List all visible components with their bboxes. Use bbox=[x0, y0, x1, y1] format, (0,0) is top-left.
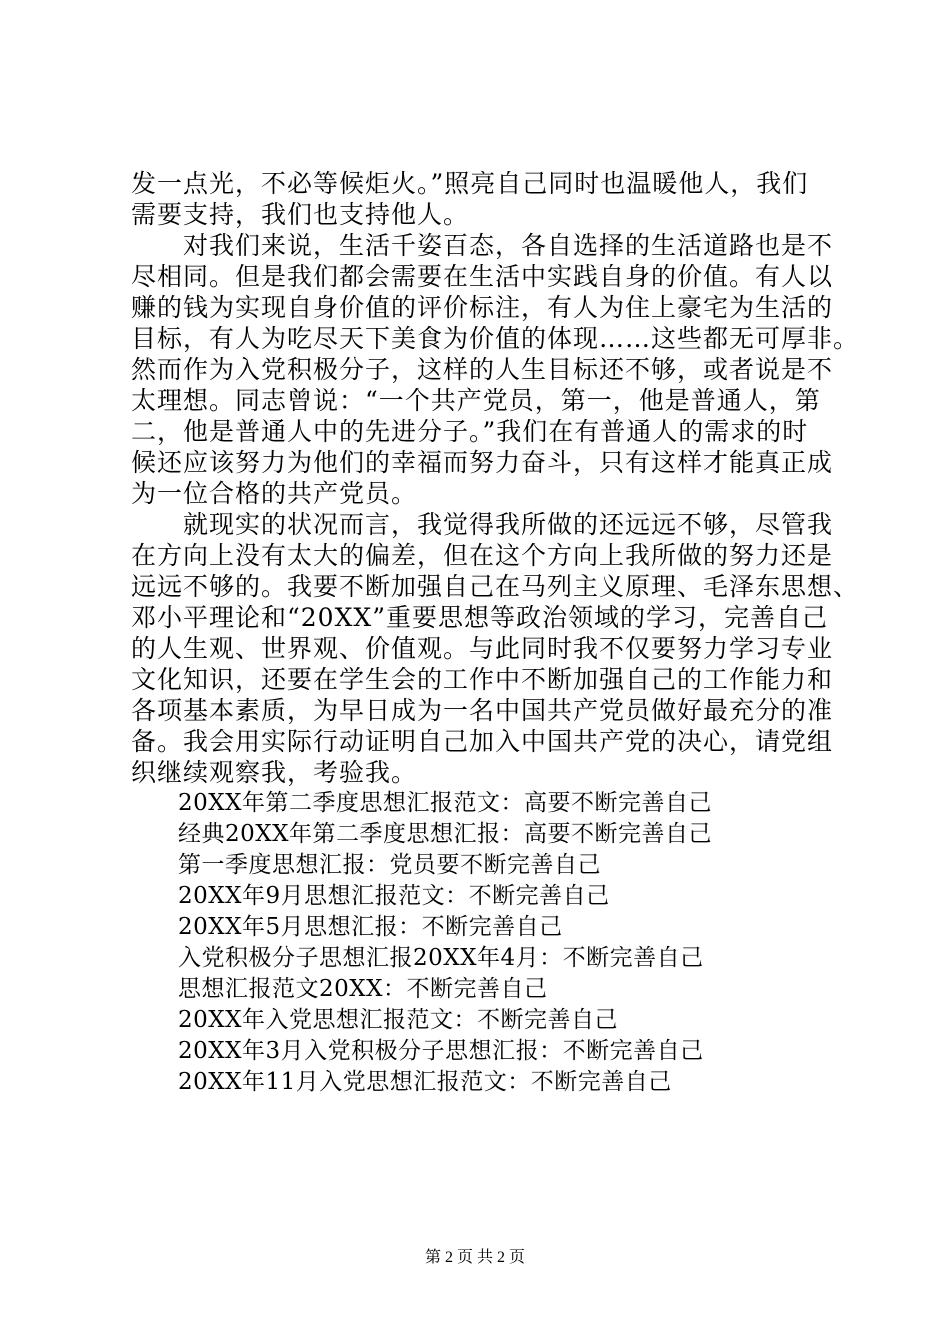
text-line: 尽相同。但是我们都会需要在生活中实践自身的价值。有人以 bbox=[131, 262, 834, 291]
text-line: 需要支持，我们也支持他人。 bbox=[131, 200, 470, 229]
text-line: 对我们来说，生活千姿百态，各自选择的生活道路也是不 bbox=[183, 231, 834, 260]
text-line: 发一点光，不必等候炬火。”照亮自己同时也温暖他人，我们 bbox=[131, 169, 809, 198]
related-article-link[interactable]: 20XX年入党思想汇报范文：不断完善自己 bbox=[178, 1007, 619, 1033]
text-line: 备。我会用实际行动证明自己加入中国共产党的决心，请党组 bbox=[131, 727, 834, 756]
text-line: 远远不够的。我要不断加强自己在马列主义原理、毛泽东思想、 bbox=[131, 572, 860, 601]
text-line: 赚的钱为实现自身价值的评价标注，有人为住上豪宅为生活的 bbox=[131, 293, 834, 322]
body-text bbox=[131, 168, 860, 788]
related-article-link[interactable]: 20XX年5月思想汇报：不断完善自己 bbox=[178, 914, 563, 940]
related-article-link[interactable]: 20XX年3月入党积极分子思想汇报：不断完善自己 bbox=[178, 1038, 704, 1064]
text-line: 各项基本素质，为早日成为一名中国共产党员做好最充分的准 bbox=[131, 696, 834, 725]
related-article-link[interactable]: 20XX年9月思想汇报范文：不断完善自己 bbox=[178, 883, 610, 909]
text-line: 在方向上没有太大的偏差，但在这个方向上我所做的努力还是 bbox=[131, 541, 834, 570]
text-line: 然而作为入党积极分子，这样的人生目标还不够，或者说是不 bbox=[131, 355, 834, 384]
page-number-footer: 第 2 页 共 2 页 bbox=[424, 1249, 525, 1266]
text-line: 二，他是普通人中的先进分子。”我们在有普通人的需求的时 bbox=[131, 417, 809, 446]
related-article-link[interactable]: 入党积极分子思想汇报20XX年4月：不断完善自己 bbox=[178, 945, 704, 971]
text-line: 为一位合格的共产党员。 bbox=[131, 479, 418, 508]
text-line: 的人生观、世界观、价值观。与此同时我不仅要努力学习专业 bbox=[131, 634, 834, 663]
related-article-link[interactable]: 第一季度思想汇报：党员要不断完善自己 bbox=[178, 852, 601, 878]
related-article-link[interactable]: 20XX年11月入党思想汇报范文：不断完善自己 bbox=[178, 1069, 672, 1095]
text-line: 候还应该努力为他们的幸福而努力奋斗，只有这样才能真正成 bbox=[131, 448, 834, 477]
related-article-link[interactable]: 经典20XX年第二季度思想汇报：高要不断完善自己 bbox=[178, 821, 713, 847]
related-articles-list bbox=[178, 788, 712, 1098]
related-article-link[interactable]: 思想汇报范文20XX：不断完善自己 bbox=[178, 976, 548, 1002]
text-line: 太理想。同志曾说：“一个共产党员，第一，他是普通人，第 bbox=[131, 386, 821, 415]
related-article-link[interactable]: 20XX年第二季度思想汇报范文：高要不断完善自己 bbox=[178, 790, 713, 816]
text-line: 邓小平理论和“20XX”重要思想等政治领域的学习，完善自己 bbox=[131, 603, 828, 632]
text-line: 目标，有人为吃尽天下美食为价值的体现……这些都无可厚非。 bbox=[131, 324, 860, 353]
text-line: 文化知识，还要在学生会的工作中不断加强自己的工作能力和 bbox=[131, 665, 834, 694]
text-line: 织继续观察我，考验我。 bbox=[131, 758, 418, 787]
text-line: 就现实的状况而言，我觉得我所做的还远远不够，尽管我 bbox=[183, 510, 834, 539]
